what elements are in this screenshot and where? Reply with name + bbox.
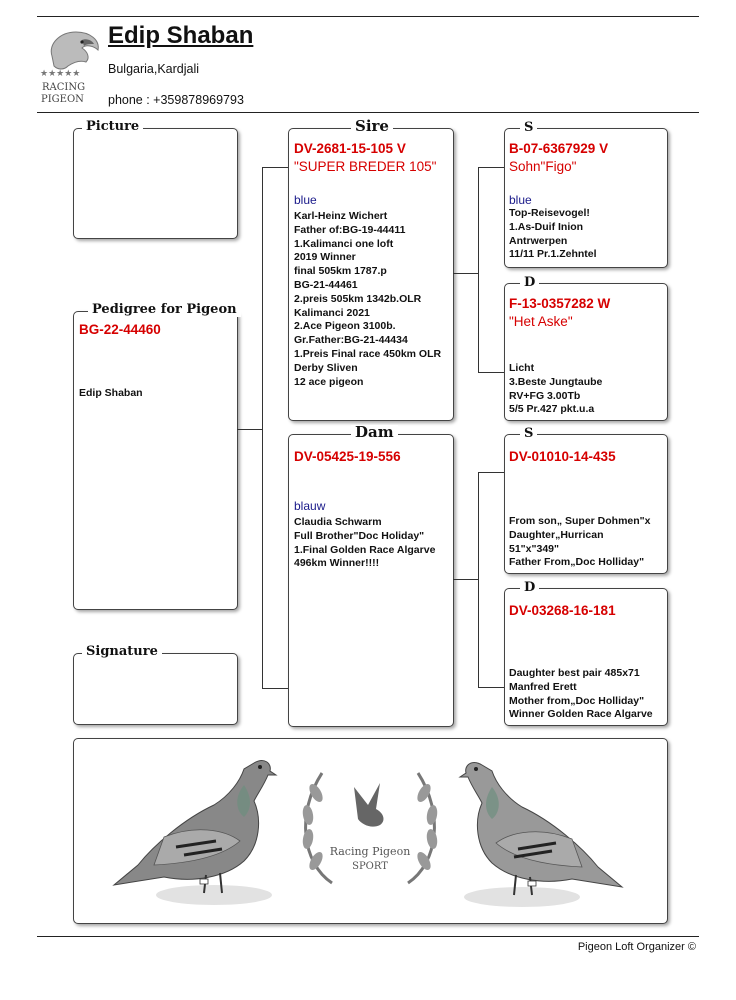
sire-name: "SUPER BREDER 105" <box>294 159 437 174</box>
note-line: 5/5 Pr.427 pkt.u.a <box>509 403 595 416</box>
note-line: 1.Final Golden Race Algarve <box>294 543 436 556</box>
header-rule <box>37 112 699 113</box>
note-line: 1.As-Duif Inion <box>509 220 584 233</box>
note-line: Claudia Schwarm <box>294 516 382 528</box>
note-line: Top-Reisevogel! <box>509 207 590 219</box>
pigeon-owner: Edip Shaban <box>79 387 143 399</box>
sire-dam-label: D <box>520 276 539 290</box>
pigeon-illustration-left <box>94 745 284 915</box>
connector-line <box>262 167 288 168</box>
footer-credit: Pigeon Loft Organizer © <box>577 941 696 953</box>
sire-dam-ring: F-13-0357282 W <box>509 296 611 311</box>
note-line: 12 ace pigeon <box>294 375 364 388</box>
dam-label: Dam <box>351 425 398 439</box>
dam-sire-box <box>504 434 668 574</box>
picture-label: Picture <box>82 120 143 134</box>
sire-sire-notes <box>509 207 597 262</box>
dam-sire-ring: DV-01010-14-435 <box>509 449 616 464</box>
note-line: 496km Winner!!!! <box>294 557 380 570</box>
note-line: Antrwerpen <box>509 234 568 247</box>
sire-box <box>288 128 454 421</box>
connector-line <box>453 273 479 274</box>
note-line: 1.Kalimanci one loft <box>294 237 394 250</box>
sire-dam-notes <box>509 362 602 417</box>
dam-dam-label: D <box>520 581 539 595</box>
connector-line <box>478 167 479 373</box>
sire-sire-ring: B-07-6367929 V <box>509 141 609 156</box>
sire-ring: DV-2681-15-105 V <box>294 141 406 156</box>
sire-color: blue <box>294 193 317 207</box>
dam-dam-box <box>504 588 668 726</box>
sire-sire-label: S <box>520 121 537 135</box>
note-line: 1.Preis Final race 450km OLR <box>294 347 442 360</box>
note-line: 2.preis 505km 1342b.OLR <box>294 292 422 305</box>
note-line: BG-21-44461 <box>294 278 358 291</box>
connector-line <box>262 688 288 689</box>
note-line: Karl-Heinz Wichert <box>294 210 388 222</box>
note-line: final 505km 1787.p <box>294 265 387 278</box>
connector-line <box>478 372 504 373</box>
owner-location: Bulgaria,Kardjali <box>108 62 200 76</box>
top-rule <box>37 16 699 17</box>
racing-pigeon-logo <box>38 26 104 108</box>
dam-notes <box>294 516 435 571</box>
signature-label: Signature <box>82 645 162 659</box>
pedigree-box <box>73 311 238 610</box>
sire-dam-name: "Het Aske" <box>509 314 573 329</box>
image-banner <box>73 738 668 924</box>
sire-label: Sire <box>351 119 393 133</box>
dam-dam-notes <box>509 667 653 722</box>
note-line: Father of:BG-19-44411 <box>294 223 406 236</box>
svg-text:★★★★★: ★★★★★ <box>40 69 81 79</box>
note-line: Full Brother"Doc Holiday" <box>294 529 425 542</box>
connector-line <box>478 472 479 688</box>
racing-pigeon-emblem <box>292 753 448 913</box>
pigeon-ring: BG-22-44460 <box>79 322 161 337</box>
connector-line <box>453 579 479 580</box>
dam-sire-label: S <box>520 427 537 441</box>
connector-line <box>478 472 504 473</box>
svg-text:RACING: RACING <box>42 82 86 93</box>
note-line: 51"x"349" <box>509 542 559 555</box>
sire-sire-name: Sohn"Figo" <box>509 159 577 174</box>
note-line: 2.Ace Pigeon 3100b. <box>294 320 396 333</box>
note-line: RV+FG 3.00Tb <box>509 389 581 402</box>
signature-box <box>73 653 238 725</box>
dam-ring: DV-05425-19-556 <box>294 449 401 464</box>
sire-sire-box <box>504 128 668 268</box>
note-line: 11/11 Pr.1.Zehntel <box>509 248 597 261</box>
note-line: Derby Sliven <box>294 361 358 374</box>
dam-dam-ring: DV-03268-16-181 <box>509 603 616 618</box>
pedigree-label: Pedigree for Pigeon <box>88 303 241 317</box>
note-line: Gr.Father:BG-21-44434 <box>294 334 408 347</box>
note-line: Kalimanci 2021 <box>294 306 370 319</box>
connector-line <box>237 429 263 430</box>
connector-line <box>262 167 263 689</box>
picture-box <box>73 128 238 239</box>
note-line: From son„ Super Dohmen"x <box>509 515 651 527</box>
note-line: Daughter best pair 485x71 <box>509 667 640 679</box>
connector-line <box>478 167 504 168</box>
note-line: Licht <box>509 362 535 374</box>
dam-sire-notes <box>509 515 651 570</box>
connector-line <box>478 687 504 688</box>
note-line: Mother from„Doc Holliday" <box>509 694 645 707</box>
sire-sire-color: blue <box>509 193 532 207</box>
dam-color: blauw <box>294 499 326 513</box>
note-line: Winner Golden Race Algarve <box>509 708 653 721</box>
note-line: 3.Beste Jungtaube <box>509 375 603 388</box>
owner-phone: phone : +359878969793 <box>108 93 244 107</box>
emblem-subtitle: SPORT <box>352 861 388 872</box>
note-line: Father From„Doc Holliday" <box>509 556 645 569</box>
footer-rule <box>37 936 699 937</box>
sire-dam-box <box>504 283 668 421</box>
note-line: Manfred Erett <box>509 680 577 693</box>
note-line: Daughter„Hurrican <box>509 528 604 541</box>
svg-text:PIGEON: PIGEON <box>41 94 84 105</box>
sire-notes <box>294 210 441 389</box>
owner-name: Edip Shaban <box>108 22 254 49</box>
pigeon-illustration-right <box>452 749 642 917</box>
emblem-title: Racing Pigeon <box>329 845 411 858</box>
eagle-icon <box>38 26 104 108</box>
note-line: 2019 Winner <box>294 251 356 264</box>
dam-box <box>288 434 454 727</box>
